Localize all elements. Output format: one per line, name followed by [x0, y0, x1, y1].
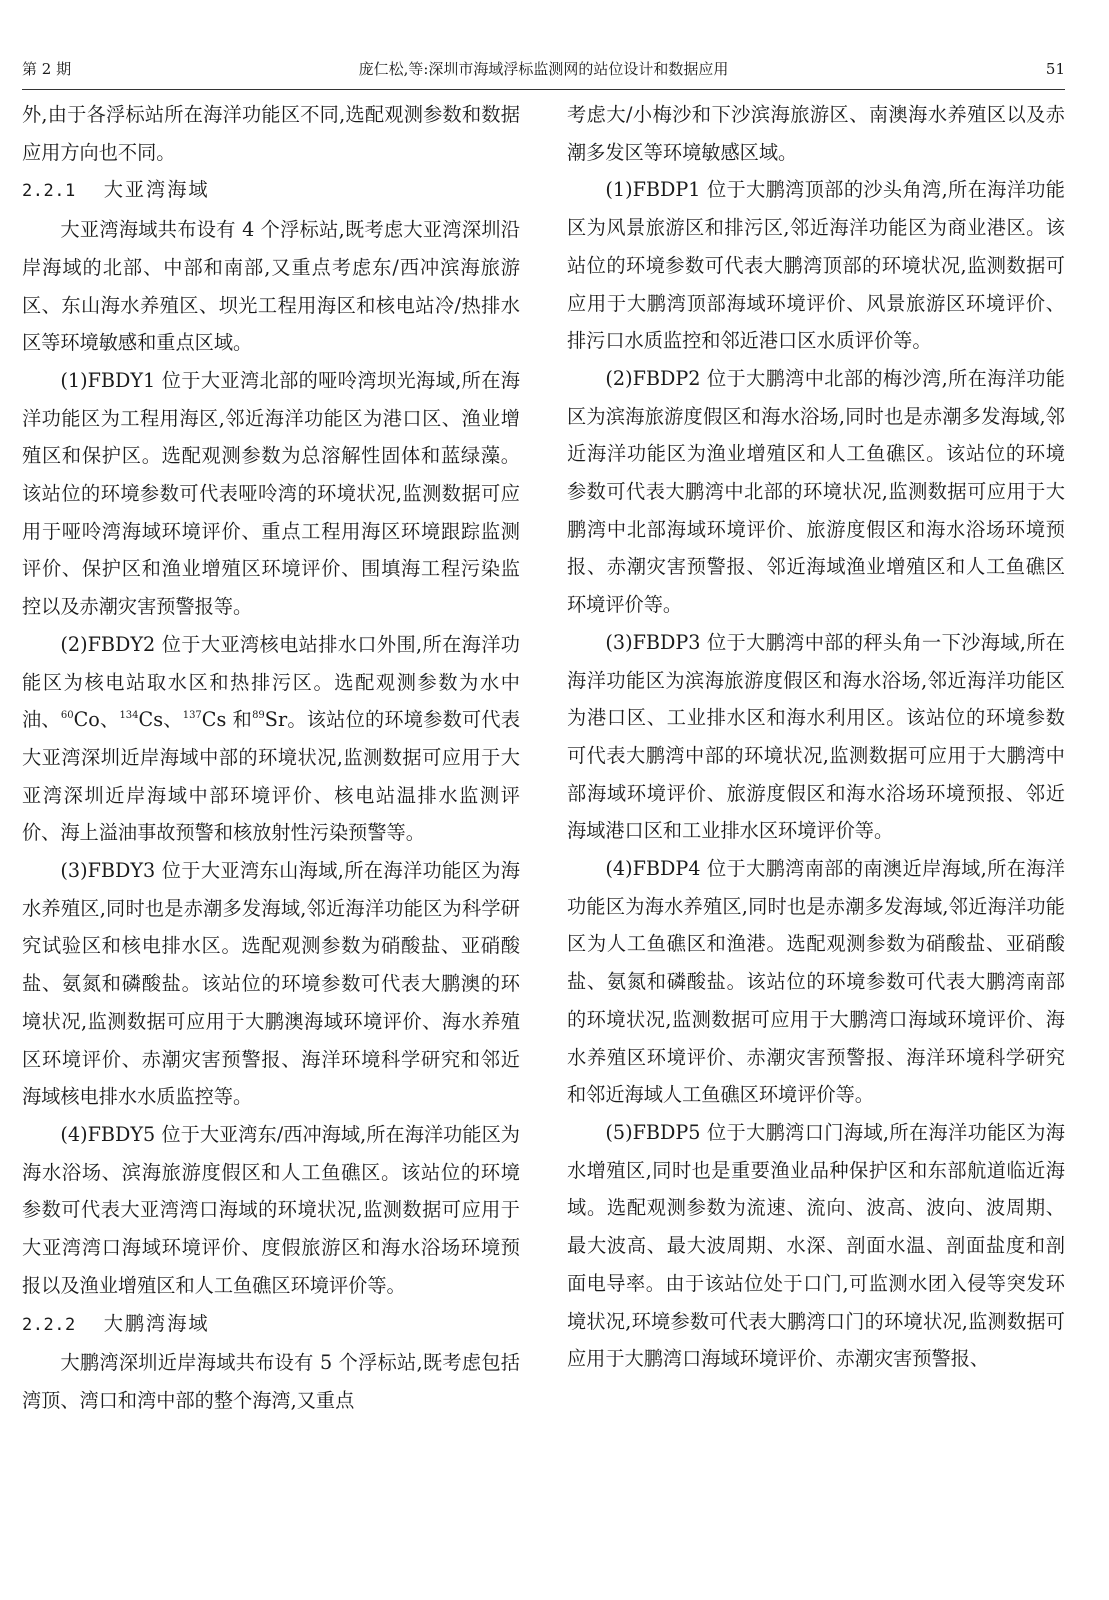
paragraph: 外,由于各浮标站所在海洋功能区不同,选配观测参数和数据应用方向也不同。 — [22, 103, 520, 164]
paragraph: 大亚湾海域共布设有 4 个浮标站,既考虑大亚湾深圳沿岸海域的北部、中部和南部,又重点考虑东/西冲滨海旅游区、东山海水养殖区、坝光工程用海区和核电站冷/热排水区等环境敏感和重点区域。 — [22, 218, 520, 355]
paragraph-fbdy1: (1)FBDY1 位于大亚湾北部的哑呤湾坝光海域,所在海洋功能区为工程用海区,邻近海洋功能区为港口区、渔业增殖区和保护区。选配观测参数为总溶解性固体和蓝绿藻。该站位的环境参数可代表哑呤湾的环境状况,监测数据可应用于哑呤湾海域环境评价、重点工程用海区环境跟踪监测评价、保护区和渔业增殖区环境评价、围填海工程污染监控以及赤潮灾害预警报等。 — [22, 368, 520, 619]
paragraph-fbdy5: (4)FBDY5 位于大亚湾东/西冲海域,所在海洋功能区为海水浴场、滨海旅游度假区和人工鱼礁区。该站位的环境参数可代表大亚湾湾口海域的环境状况,监测数据可应用于大亚湾湾口海域环境评价、度假旅游区和海水浴场环境预报以及渔业增殖区和人工鱼礁区环境评价等。 — [22, 1122, 520, 1297]
page-number: 51 — [1045, 60, 1065, 78]
paragraph-text: 该站位的环境参数可代表大亚湾深圳近岸海域中部的环境状况,监测数据可应用于大亚湾深圳近岸海域中部环境评价、核电站温排水监测评价、海上溢油事故预警和核放射性污染预警等。 — [22, 708, 521, 845]
paragraph: 大鹏湾深圳近岸海域共布设有 5 个浮标站,既考虑包括湾顶、湾口和湾中部的整个海湾,又重点 — [22, 1351, 520, 1412]
paragraph-fbdp2: (2)FBDP2 位于大鹏湾中北部的梅沙湾,所在海洋功能区为滨海旅游度假区和海水浴场,同时也是赤潮多发海域,邻近海洋功能区为渔业增殖区和人工鱼礁区。该站位的环境参数可代表大鹏湾中北部的环境状况,监测数据可应用于大鹏湾中北部海域环境评价、旅游度假区和海水浴场环境预报、赤潮灾害预警报、邻近海域渔业增殖区和人工鱼礁区环境评价等。 — [567, 366, 1065, 617]
paragraph-fbdy3: (3)FBDY3 位于大亚湾东山海域,所在海洋功能区为海水养殖区,同时也是赤潮多发海域,邻近海洋功能区为科学研究试验区和核电排水区。选配观测参数为硝酸盐、亚硝酸盐、氨氮和磷酸盐。该站位的环境参数可代表大鹏澳的环境状况,监测数据可应用于大鹏澳海域环境评价、海水养殖区环境评价、赤潮灾害预警报、海洋环境科学研究和邻近海域核电排水水质监控等。 — [22, 859, 520, 1109]
running-header — [22, 56, 1065, 82]
running-title: 庞仁松,等:深圳市海域浮标监测网的站位设计和数据应用 — [358, 60, 729, 78]
section-title: 大鹏湾海域 — [103, 1311, 210, 1335]
isotope-mass: 134 — [119, 710, 139, 722]
right-column — [567, 96, 1065, 1378]
paragraph-fbdp5: (5)FBDP5 位于大鹏湾口门海域,所在海洋功能区为海水增殖区,同时也是重要渔业品种保护区和东部航道临近海域。选配观测参数为流速、流向、波高、波向、波周期、最大波高、最大波周期、水深、剖面水温、剖面盐度和剖面电导率。由于该站位处于口门,可监测水团入侵等突发环境状况,环境参数可代表大鹏湾口门的环境状况,监测数据可应用于大鹏湾口海域环境评价、赤潮灾害预警报、 — [567, 1120, 1065, 1371]
section-number: 2.2.2 — [22, 1314, 76, 1335]
isotope-mass: 89 — [252, 710, 265, 722]
isotope-symbol: Co、 — [73, 708, 120, 732]
section-number: 2.2.1 — [22, 181, 76, 202]
paragraph: 考虑大/小梅沙和下沙滨海旅游区、南澳海水养殖区以及赤潮多发区等环境敏感区域。 — [567, 103, 1065, 164]
section-title: 大亚湾海域 — [103, 178, 210, 202]
isotope-symbol: Cs、 — [138, 708, 183, 732]
paragraph-fbdp1: (1)FBDP1 位于大鹏湾顶部的沙头角湾,所在海洋功能区为风景旅游区和排污区,邻近海洋功能区为商业港区。该站位的环境参数可代表大鹏湾顶部的环境状况,监测数据可应用于大鹏湾顶部海域环境评价、风景旅游区环境评价、排污口水质监控和邻近港口区水质评价等。 — [567, 178, 1065, 353]
isotope-symbol: Sr。 — [264, 708, 307, 732]
isotope-symbol: Cs 和 — [201, 708, 253, 732]
issue-label: 第 2 期 — [22, 60, 72, 78]
paragraph-fbdp3: (3)FBDP3 位于大鹏湾中部的秤头角一下沙海域,所在海洋功能区为滨海旅游度假区和海水浴场,邻近海洋功能区为港口区、工业排水区和海水利用区。该站位的环境参数可代表大鹏湾中部的环境状况,监测数据可应用于大鹏湾中部海域环境评价、旅游度假区和海水浴场环境预报、邻近海域港口区和工业排水区环境评价等。 — [567, 630, 1065, 843]
paragraph-text: (2)FBDY2 位于大亚湾核电站排水口外围,所在海洋功能区为核电站取水区和热排污区。选配观测参数为水中油、 — [22, 632, 520, 732]
section-heading-2-2-1 — [22, 171, 520, 211]
paragraph-fbdy2 — [22, 626, 520, 852]
isotope-mass: 137 — [182, 710, 202, 722]
isotope-mass: 60 — [60, 710, 74, 722]
left-column — [22, 96, 520, 1420]
paragraph-fbdp4: (4)FBDP4 位于大鹏湾南部的南澳近岸海域,所在海洋功能区为海水养殖区,同时也是赤潮多发海域,邻近海洋功能区为人工鱼礁区和渔港。选配观测参数为硝酸盐、亚硝酸盐、氨氮和磷酸盐。该站位的环境参数可代表大鹏湾南部的环境状况,监测数据可应用于大鹏湾口海域环境评价、海水养殖区环境评价、赤潮灾害预警报、海洋环境科学研究和邻近海域人工鱼礁区环境评价等。 — [567, 857, 1065, 1107]
section-heading-2-2-2 — [22, 1305, 520, 1345]
header-rule — [22, 89, 1065, 90]
